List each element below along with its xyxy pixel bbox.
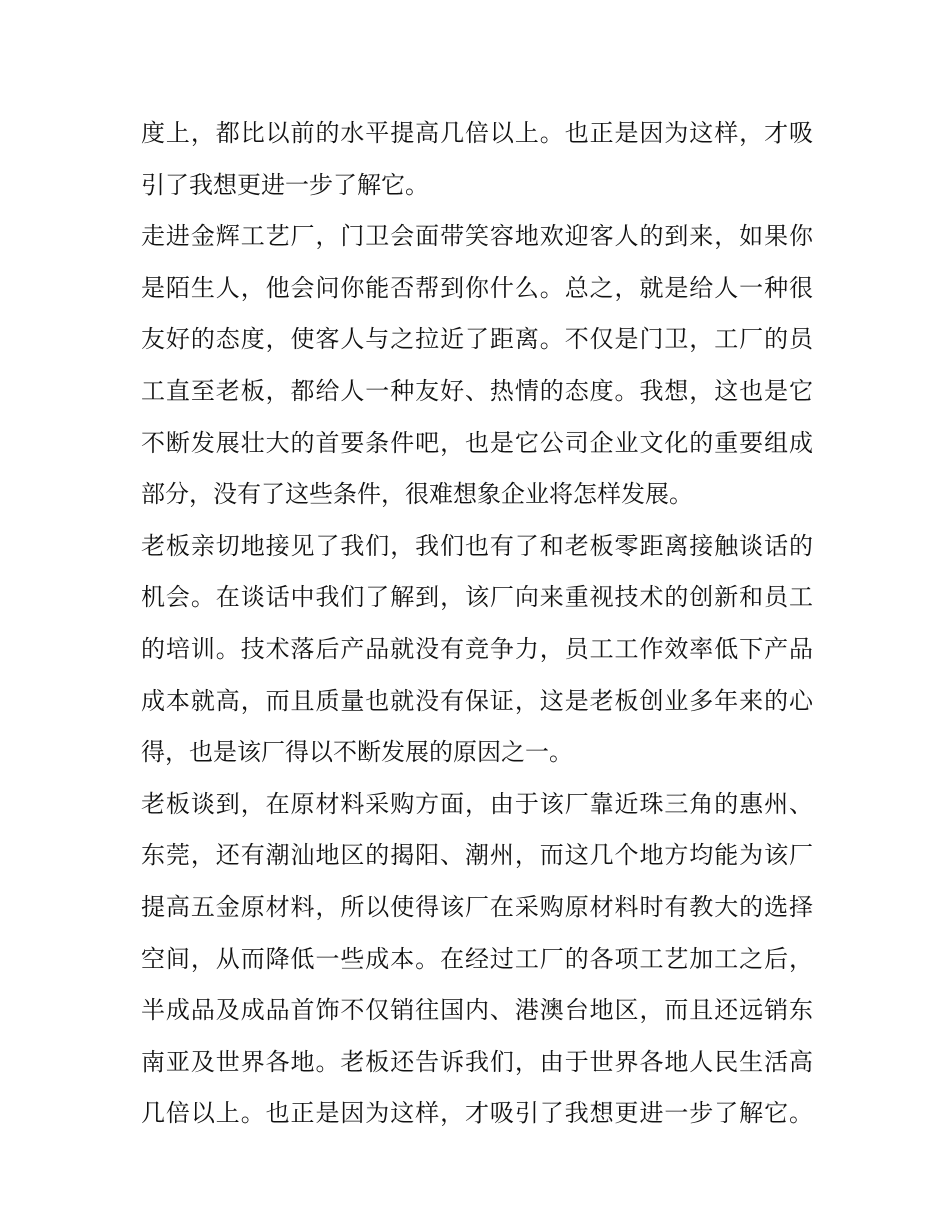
text-line: 走进金辉工艺厂，门卫会面带笑容地欢迎客人的到来，如果你 <box>141 222 813 251</box>
paragraph-2 <box>141 211 813 521</box>
text-line: 友好的态度，使客人与之拉近了距离。不仅是门卫，工厂的员 <box>141 325 813 354</box>
text-line: 是陌生人，他会问你能否帮到你什么。总之，就是给人一种很 <box>141 273 813 302</box>
text-line: 引了我想更进一步了解它。 <box>141 170 429 199</box>
text-line: 东莞，还有潮汕地区的揭阳、潮州，而这几个地方均能为该厂 <box>141 841 813 870</box>
paragraph-1 <box>141 108 813 211</box>
text-line: 机会。在谈话中我们了解到，该厂向来重视技术的创新和员工 <box>141 583 813 612</box>
text-line: 老板亲切地接见了我们，我们也有了和老板零距离接触谈话的 <box>141 531 813 560</box>
text-line: 几倍以上。也正是因为这样，才吸引了我想更进一步了解它。 <box>141 1099 813 1128</box>
text-line: 的培训。技术落后产品就没有竞争力，员工工作效率低下产品 <box>141 634 813 663</box>
text-line: 得，也是该厂得以不断发展的原因之一。 <box>141 738 573 767</box>
text-line: 老板谈到，在原材料采购方面，由于该厂靠近珠三角的惠州、 <box>141 789 813 818</box>
document-body <box>141 108 813 1140</box>
text-line: 度上，都比以前的水平提高几倍以上。也正是因为这样，才吸 <box>141 119 813 147</box>
text-line: 半成品及成品首饰不仅销往国内、港澳台地区，而且还远销东 <box>141 996 813 1025</box>
text-line: 成本就高，而且质量也就没有保证，这是老板创业多年来的心 <box>141 686 813 715</box>
text-line: 工直至老板，都给人一种友好、热情的态度。我想，这也是它 <box>141 376 813 405</box>
text-line: 不断发展壮大的首要条件吧，也是它公司企业文化的重要组成 <box>141 428 813 457</box>
text-line: 南亚及世界各地。老板还告诉我们，由于世界各地人民生活高 <box>141 1047 813 1076</box>
text-line: 部分，没有了这些条件，很难想象企业将怎样发展。 <box>141 480 693 509</box>
text-line: 空间，从而降低一些成本。在经过工厂的各项工艺加工之后， <box>141 944 813 973</box>
paragraph-3 <box>141 521 813 779</box>
text-line: 提高五金原材料，所以使得该厂在采购原材料时有教大的选择 <box>141 892 813 921</box>
paragraph-4 <box>141 779 813 1140</box>
